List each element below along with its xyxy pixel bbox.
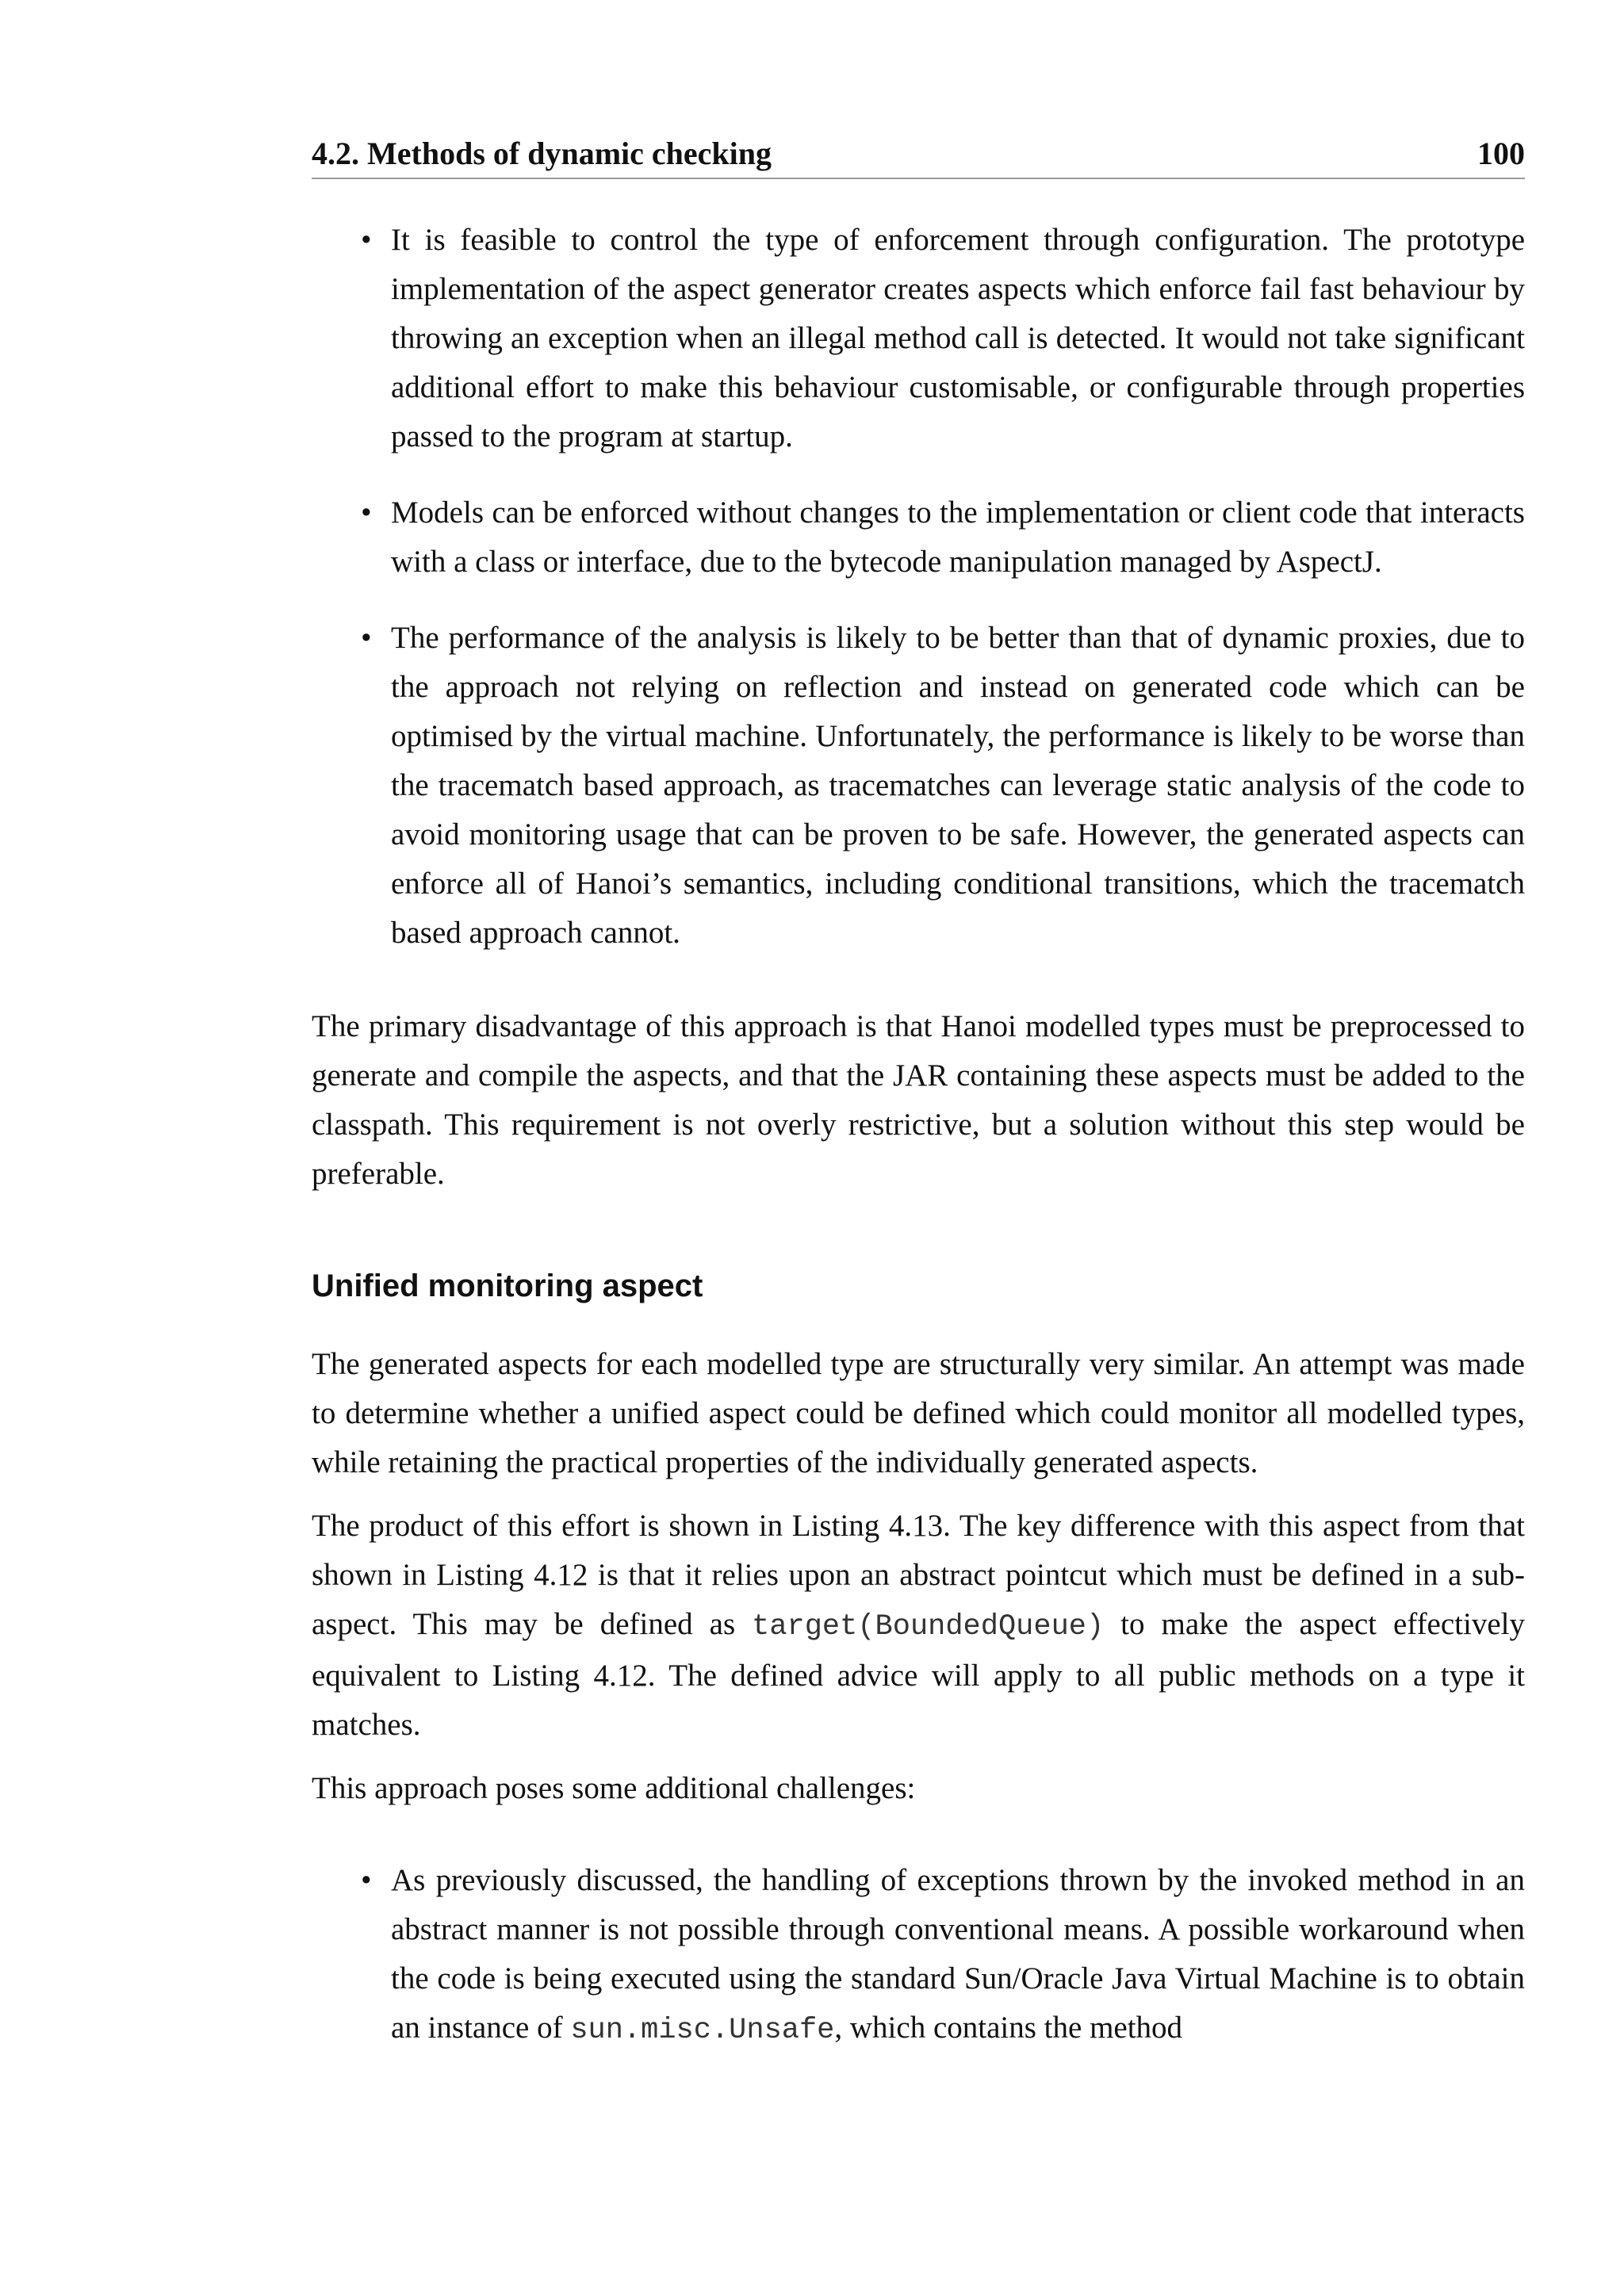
section-heading: Unified monitoring aspect bbox=[312, 1269, 703, 1303]
page bbox=[312, 135, 1525, 2082]
list-item bbox=[312, 614, 1525, 958]
bullet-icon: • bbox=[361, 496, 372, 530]
paragraph-listing bbox=[312, 1502, 1525, 1750]
bullet-list-top bbox=[312, 216, 1525, 958]
list-item-text: It is feasible to control the type of enforcement through configuration. The prototype implementation of the aspect generator creates aspects which enforce fail fast behaviour by throwing an exception when an illegal method call is detected. It would not take significant additional effort to make this behaviour customisable, or configurable through properties passed to the program at startup. bbox=[391, 223, 1525, 453]
list-item-text: Models can be enforced without changes to the implementation or client code that interacts with a class or interface, due to the bytecode manipulation managed by AspectJ. bbox=[391, 496, 1525, 579]
list-item bbox=[312, 216, 1525, 461]
paragraph: The generated aspects for each modelled type are structurally very similar. An attempt was made to determine whether a unified aspect could be defined which could monitor all modelled types, while retaining the practical properties of the individually generated aspects. bbox=[312, 1347, 1525, 1479]
running-head bbox=[312, 135, 1525, 179]
paragraph-disadvantage: The primary disadvantage of this approach is that Hanoi modelled types must be preprocessed to generate and compile the aspects, and that the JAR containing these aspects must be added to the classpath. This requirement is not overly restrictive, but a solution without this step would be preferable. bbox=[312, 1009, 1525, 1191]
list-item bbox=[312, 1856, 1525, 2055]
body-text bbox=[312, 216, 1525, 2055]
paragraph-text: to make the aspect effectively equivalent to Listing 4.12. The defined advice will apply to all public methods on a type it matches. bbox=[312, 1607, 1525, 1742]
list-item bbox=[312, 488, 1525, 587]
list-item-text: The performance of the analysis is likely to be better than that of dynamic proxies, due to the approach not relying on reflection and instead on generated code which can be optimised by the virtual machine. Unfortunately, the performance is likely to be worse than the tracematch based approach, as tracematches can leverage static analysis of the code to avoid monitoring usage that can be proven to be safe. However, the generated aspects can enforce all of Hanoi’s semantics, including conditional transitions, which the tracematch based approach cannot. bbox=[391, 621, 1525, 950]
page-number: 100 bbox=[1477, 136, 1525, 171]
bullet-icon: • bbox=[361, 621, 372, 655]
list-item-text: , which contains the method bbox=[834, 2011, 1183, 2045]
inline-code: target(BoundedQueue) bbox=[752, 1610, 1105, 1644]
section-title: 4.2. Methods of dynamic checking bbox=[312, 136, 772, 171]
paragraph-text: The product of this effort is shown in Listing 4.13. The key difference with this aspect from that shown in Listing 4.12 is that it relies upon an abstract pointcut which must be defined in a sub-aspect. This may be defined as bbox=[312, 1509, 1525, 1641]
inline-code: sun.misc.Unsafe bbox=[570, 2014, 835, 2047]
bullet-icon: • bbox=[361, 223, 372, 257]
paragraph: This approach poses some additional challenges: bbox=[312, 1771, 916, 1805]
bullet-icon: • bbox=[361, 1863, 372, 1897]
bullet-list-bottom bbox=[312, 1856, 1525, 2055]
list-item-text: As previously discussed, the handling of exceptions thrown by the invoked method in an abstract manner is not possible through conventional means. A possible workaround when the code is being executed using the standard Sun/Oracle Java Virtual Machine is to obtain an instance of bbox=[391, 1863, 1525, 2045]
